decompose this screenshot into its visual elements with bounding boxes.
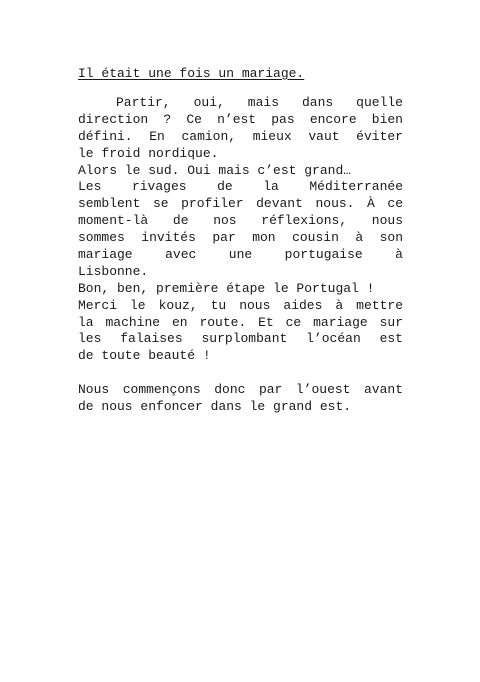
blank-line — [78, 365, 403, 382]
body-text — [78, 95, 403, 416]
text-line: semblent se profiler devant nous. À ce — [78, 196, 403, 212]
text-line: de nous enfoncer dans le grand est. — [78, 399, 352, 415]
text-line: moment-là de nos réflexions, nous — [78, 213, 403, 229]
text-line: les falaises surplombant l’océan est — [78, 331, 403, 347]
text-line: mariage avec une portugaise à — [78, 247, 403, 263]
text-line: défini. En camion, mieux vaut éviter — [78, 128, 403, 144]
text-line: Bon, ben, première étape le Portugal ! — [78, 280, 375, 296]
text-line: le froid nordique. — [78, 145, 219, 161]
text-line: Lisbonne. — [78, 263, 149, 279]
text-line: Les rivages de la Méditerranée — [78, 179, 403, 195]
text-line: Nous commençons donc par l’ouest avant — [78, 382, 403, 398]
text-line: Partir, oui, mais dans quelle — [116, 95, 403, 110]
text-line: de toute beauté ! — [78, 348, 211, 364]
text-line: la machine en route. Et ce mariage sur — [78, 314, 403, 330]
page-title: Il était une fois un mariage. — [78, 66, 305, 81]
text-line: Alors le sud. Oui mais c’est grand… — [78, 162, 352, 178]
text-line: direction ? Ce n’est pas encore bien — [78, 111, 403, 127]
text-line: sommes invités par mon cousin à son — [78, 230, 403, 246]
text-line: Merci le kouz, tu nous aides à mettre — [78, 297, 403, 313]
